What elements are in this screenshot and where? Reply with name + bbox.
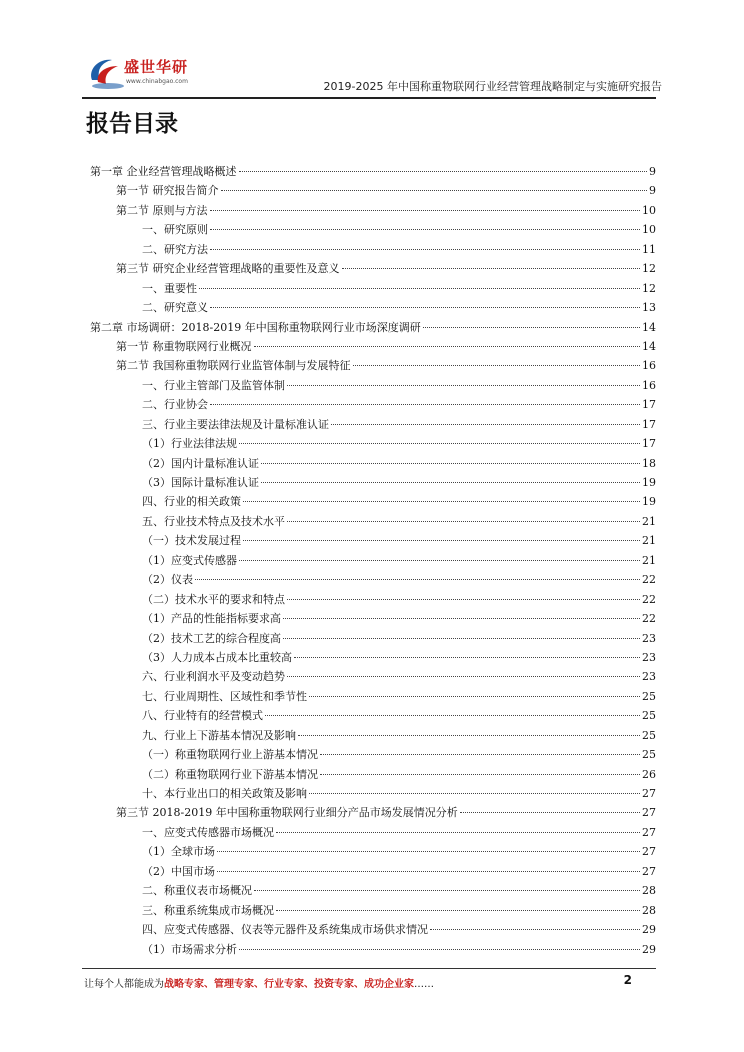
toc-leader-dots (199, 288, 640, 289)
toc-leader-dots (195, 579, 640, 580)
toc-entry-page: 13 (642, 301, 656, 315)
footer-divider (82, 968, 656, 969)
toc-entry-title: 四、行业的相关政策 (142, 495, 241, 509)
page-title: 报告目录 (86, 111, 178, 137)
toc-entry[interactable] (90, 667, 656, 686)
toc-entry-page: 26 (642, 767, 656, 781)
toc-leader-dots (423, 327, 640, 328)
logo-url: www.chinabgao.com (126, 78, 188, 85)
toc-entry-title: 八、行业特有的经营模式 (142, 709, 263, 723)
toc-entry-page: 28 (642, 884, 656, 898)
toc-entry-title: 三、称重系统集成市场概况 (142, 903, 274, 917)
toc-entry-page: 18 (642, 456, 656, 470)
toc-entry-page: 23 (642, 650, 656, 664)
toc-entry-title: （二）称重物联网行业下游基本情况 (142, 767, 318, 781)
toc-entry[interactable] (90, 609, 656, 628)
toc-leader-dots (283, 638, 640, 639)
page-header (82, 48, 662, 100)
toc-entry-title: 二、行业协会 (142, 398, 208, 412)
footer-suffix: …… (414, 979, 434, 990)
toc-entry-page: 22 (642, 612, 656, 626)
toc-leader-dots (239, 560, 640, 561)
toc-entry-page: 21 (642, 553, 656, 567)
toc-leader-dots (210, 307, 640, 308)
toc-entry[interactable] (90, 318, 656, 337)
toc-entry[interactable] (90, 181, 656, 200)
page-number: 2 (623, 973, 632, 987)
toc-entry-title: （1）产品的性能指标要求高 (142, 612, 281, 626)
toc-entry-title: （3）国际计量标准认证 (142, 476, 259, 489)
toc-leader-dots (261, 463, 640, 464)
toc-leader-dots (239, 171, 648, 172)
toc-leader-dots (217, 851, 640, 852)
toc-entry-title: （2）国内计量标准认证 (142, 456, 259, 470)
logo (86, 50, 206, 94)
toc-entry-title: 一、研究原则 (142, 223, 208, 237)
toc-entry-title: （一）称重物联网行业上游基本情况 (142, 748, 318, 762)
toc-entry-page: 17 (642, 398, 656, 412)
toc-entry-page: 9 (649, 165, 656, 178)
toc-entry-page: 29 (642, 942, 656, 956)
toc-entry-page: 21 (642, 534, 656, 548)
toc-entry-page: 25 (642, 709, 656, 723)
toc-entry-title: （一）技术发展过程 (142, 534, 241, 548)
toc-entry-title: （3）人力成本占成本比重较高 (142, 650, 292, 664)
toc-entry-title: 一、行业主管部门及监管体制 (142, 378, 285, 392)
toc-entry[interactable] (90, 570, 656, 589)
toc-leader-dots (210, 229, 640, 230)
toc-leader-dots (239, 443, 640, 444)
toc-entry-title: 一、重要性 (142, 281, 197, 295)
toc-entry-page: 16 (642, 359, 656, 373)
toc-entry-page: 12 (642, 281, 656, 295)
toc-leader-dots (239, 949, 640, 950)
toc-entry-page: 23 (642, 670, 656, 684)
toc-entry-title: 五、行业技术特点及技术水平 (142, 514, 285, 528)
footer-prefix: 让每个人都能成为 (84, 979, 164, 990)
toc-leader-dots (460, 812, 640, 813)
toc-entry[interactable] (90, 201, 656, 220)
toc-entry-page: 9 (649, 184, 656, 198)
toc-entry[interactable] (90, 726, 656, 745)
toc-entry[interactable] (90, 881, 656, 900)
toc-entry[interactable] (90, 376, 656, 395)
toc-entry[interactable] (90, 162, 656, 181)
toc-leader-dots (217, 871, 640, 872)
toc-entry-title: （1）行业法律法规 (142, 437, 237, 451)
toc-entry-title: 四、应变式传感器、仪表等元器件及系统集成市场供求情况 (142, 923, 428, 937)
toc-entry[interactable] (90, 337, 656, 356)
toc-entry-page: 11 (642, 242, 656, 256)
toc-leader-dots (243, 540, 640, 541)
toc-entry-page: 19 (642, 476, 656, 489)
toc-leader-dots (294, 657, 640, 658)
toc-entry-title: 二、研究方法 (142, 242, 208, 256)
toc-entry[interactable] (90, 454, 656, 473)
toc-leader-dots (320, 774, 640, 775)
toc-entry-page: 17 (642, 437, 656, 451)
toc-entry[interactable] (90, 259, 656, 278)
toc-leader-dots (265, 715, 640, 716)
toc-entry-page: 25 (642, 689, 656, 703)
footer-highlight: 战略专家、管理专家、行业专家、投资专家、成功企业家 (164, 979, 414, 990)
toc-entry-title: 第二章 市场调研：2018-2019 年中国称重物联网行业市场深度调研 (90, 320, 421, 334)
toc-entry[interactable] (90, 395, 656, 414)
header-divider (82, 97, 656, 99)
toc-leader-dots (353, 365, 641, 366)
toc-entry[interactable] (90, 648, 656, 667)
toc-entry-title: （二）技术水平的要求和特点 (142, 592, 285, 606)
toc-entry-title: 二、称重仪表市场概况 (142, 884, 252, 898)
toc-entry-title: （1）全球市场 (142, 845, 215, 859)
toc-entry-title: （2）技术工艺的综合程度高 (142, 631, 281, 645)
toc-entry-title: 九、行业上下游基本情况及影响 (142, 728, 296, 742)
toc-leader-dots (287, 385, 640, 386)
toc-leader-dots (210, 210, 641, 211)
toc-leader-dots (254, 890, 640, 891)
toc-entry-page: 14 (642, 339, 656, 353)
toc-entry[interactable] (90, 920, 656, 939)
toc-entry[interactable] (90, 765, 656, 784)
toc-leader-dots (276, 910, 640, 911)
toc-leader-dots (287, 599, 640, 600)
toc-entry-title: （2）中国市场 (142, 864, 215, 878)
toc-entry[interactable] (90, 706, 656, 725)
toc-entry-page: 27 (642, 864, 656, 878)
toc-entry[interactable] (90, 298, 656, 317)
toc-entry-page: 23 (642, 631, 656, 645)
toc-entry-title: 第一节 研究报告简介 (116, 184, 219, 198)
toc-entry-page: 10 (642, 203, 656, 217)
toc-entry-page: 14 (642, 320, 656, 334)
toc-entry-page: 27 (642, 825, 656, 839)
toc-entry-title: （1）应变式传感器 (142, 553, 237, 567)
toc-leader-dots (276, 832, 640, 833)
toc-leader-dots (261, 482, 640, 483)
toc-entry[interactable] (90, 629, 656, 648)
toc-entry-page: 17 (642, 417, 656, 431)
toc-entry-title: 第一章 企业经营管理战略概述 (90, 165, 237, 178)
toc-entry-title: 第二节 原则与方法 (116, 203, 208, 217)
toc-entry[interactable] (90, 434, 656, 453)
toc-entry-page: 16 (642, 378, 656, 392)
toc-leader-dots (287, 676, 640, 677)
toc-entry[interactable] (90, 823, 656, 842)
toc-entry-title: （2）仪表 (142, 573, 193, 587)
toc-entry-page: 21 (642, 514, 656, 528)
toc-entry-title: 六、行业利润水平及变动趋势 (142, 670, 285, 684)
toc-entry[interactable] (90, 220, 656, 239)
toc-entry-title: 一、应变式传感器市场概况 (142, 825, 274, 839)
toc-entry[interactable] (90, 901, 656, 920)
toc-entry[interactable] (90, 240, 656, 259)
toc-leader-dots (342, 268, 641, 269)
toc-leader-dots (287, 521, 640, 522)
toc-entry-page: 27 (642, 845, 656, 859)
toc-leader-dots (243, 501, 640, 502)
toc-leader-dots (254, 346, 641, 347)
toc-entry-title: （1）市场需求分析 (142, 942, 237, 956)
toc-leader-dots (430, 929, 640, 930)
toc-entry-page: 28 (642, 903, 656, 917)
toc-entry[interactable] (90, 551, 656, 570)
toc-entry-page: 27 (642, 787, 656, 800)
toc-leader-dots (283, 618, 640, 619)
toc-leader-dots (210, 249, 640, 250)
toc-entry-page: 29 (642, 923, 656, 937)
toc-entry[interactable] (90, 803, 656, 822)
toc-entry-page: 25 (642, 728, 656, 742)
toc-entry-page: 25 (642, 748, 656, 762)
toc-entry-title: 二、研究意义 (142, 301, 208, 315)
toc-leader-dots (298, 735, 640, 736)
toc-entry[interactable] (90, 784, 656, 803)
toc-entry[interactable] (90, 415, 656, 434)
toc-leader-dots (309, 793, 640, 794)
table-of-contents (90, 162, 656, 959)
toc-entry-title: 七、行业周期性、区域性和季节性 (142, 689, 307, 703)
toc-entry[interactable] (90, 842, 656, 861)
report-title: 2019-2025 年中国称重物联网行业经营管理战略制定与实施研究报告 (323, 80, 662, 93)
toc-entry-page: 22 (642, 592, 656, 606)
toc-entry-page: 27 (642, 806, 656, 820)
toc-entry-title: 三、行业主要法律法规及计量标准认证 (142, 417, 329, 431)
toc-entry-page: 12 (642, 262, 656, 276)
toc-entry-title: 第一节 称重物联网行业概况 (116, 339, 252, 353)
toc-leader-dots (210, 404, 640, 405)
toc-entry[interactable] (90, 356, 656, 375)
footer-slogan (84, 975, 434, 990)
toc-entry-title: 第三节 研究企业经营管理战略的重要性及意义 (116, 262, 340, 276)
toc-leader-dots (320, 754, 640, 755)
toc-entry[interactable] (90, 279, 656, 298)
toc-entry-page: 19 (642, 495, 656, 509)
toc-entry-title: 第二节 我国称重物联网行业监管体制与发展特征 (116, 359, 351, 373)
toc-entry-title: 十、本行业出口的相关政策及影响 (142, 787, 307, 800)
logo-text: 盛世华研 (124, 58, 189, 76)
toc-entry[interactable] (90, 862, 656, 881)
toc-entry[interactable] (90, 687, 656, 706)
toc-leader-dots (309, 696, 640, 697)
toc-entry[interactable] (90, 531, 656, 550)
toc-entry[interactable] (90, 940, 656, 959)
toc-entry-title: 第三节 2018-2019 年中国称重物联网行业细分产品市场发展情况分析 (116, 806, 458, 820)
toc-entry[interactable] (90, 473, 656, 492)
toc-entry[interactable] (90, 590, 656, 609)
logo-swoosh-icon (86, 52, 126, 92)
toc-leader-dots (221, 190, 648, 191)
toc-entry[interactable] (90, 492, 656, 511)
toc-entry[interactable] (90, 745, 656, 764)
toc-entry-page: 10 (642, 223, 656, 237)
toc-entry-page: 22 (642, 573, 656, 587)
toc-entry[interactable] (90, 512, 656, 531)
toc-leader-dots (331, 424, 640, 425)
